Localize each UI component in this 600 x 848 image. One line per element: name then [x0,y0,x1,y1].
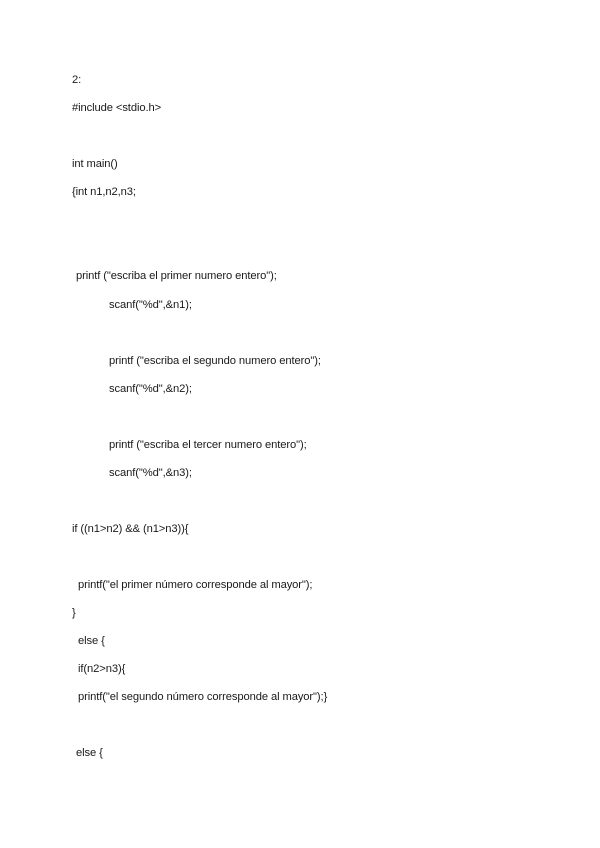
code-line-else-2: else { [76,747,103,759]
code-line-scanf-n3: scanf("%d",&n3); [109,467,192,479]
code-line-printf-second: printf ("escriba el segundo numero entero"); [109,355,321,367]
code-line-close-brace: } [72,607,76,619]
code-line-printf-first: printf ("escriba el primer numero entero"); [76,270,277,282]
code-line-printf-first-max: printf("el primer número corresponde al mayor"); [78,579,313,591]
code-line-declare: {int n1,n2,n3; [72,186,136,198]
code-line-main: int main() [72,158,118,170]
code-line-scanf-n2: scanf("%d",&n2); [109,383,192,395]
code-line-if: if ((n1>n2) && (n1>n3)){ [72,523,189,535]
code-line-include: #include <stdio.h> [72,102,162,114]
code-line-printf-second-max: printf("el segundo número corresponde al mayor");} [78,691,328,703]
section-number: 2: [72,74,82,86]
code-line-if-n2: if(n2>n3){ [78,663,126,675]
code-line-scanf-n1: scanf("%d",&n1); [109,299,192,311]
code-line-printf-third: printf ("escriba el tercer numero entero"); [109,439,307,451]
code-line-else-1: else { [78,635,105,647]
